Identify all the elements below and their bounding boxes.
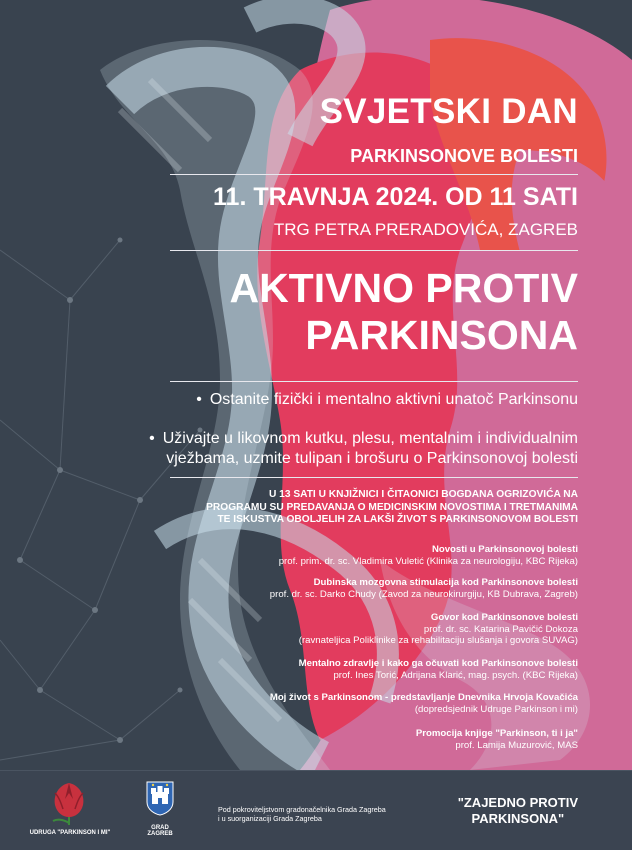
program-intro-line: U 13 SATI U KNJIŽNICI I ČITAONICI BOGDANA OGRIZOVIĆA NA	[268, 489, 578, 500]
talk-item	[416, 728, 578, 751]
motto-line: PARKINSONA"	[471, 811, 565, 826]
bullet-text: vježbama, uzmite tulipan i brošuru o Parkinsonovoj bolesti	[166, 450, 578, 467]
activity-bullet	[196, 390, 578, 410]
talk-item	[270, 577, 578, 600]
divider	[170, 174, 578, 175]
talk-item	[299, 612, 578, 647]
patronage-line: i u suorganizaciji Grada Zagreba	[218, 814, 322, 823]
city-label	[135, 825, 185, 837]
talk-title: Promocija knjige "Parkinson, ti i ja"	[415, 728, 578, 739]
talk-title: Dubinska mozgovna stimulacija kod Parkinsonove bolesti	[313, 577, 578, 588]
activity-bullet	[149, 429, 578, 469]
event-date-time: 11. TRAVNJA 2024. OD 11 SATI	[213, 183, 578, 211]
talk-speaker: (ravnateljica Poliklinike za rehabilitaciju slušanja i govora SUVAG)	[298, 635, 578, 646]
bullet-text: Uživajte u likovnom kutku, plesu, mentalnim i individualnim	[162, 430, 578, 447]
talk-speaker: prof. Lamija Muzurović, MAS	[455, 739, 578, 751]
divider	[170, 381, 578, 382]
program-intro	[206, 489, 578, 527]
tulip-icon	[45, 775, 93, 827]
event-subtitle: PARKINSONOVE BOLESTI	[350, 146, 578, 166]
talk-speaker: prof. dr. sc. Darko Chudy (Zavod za neurokirurgiju, KB Dubrava, Zagreb)	[269, 588, 578, 600]
talk-speaker: prof. dr. sc. Katarina Pavičić Dokoza	[423, 623, 578, 635]
city-label-line: ZAGREB	[147, 831, 173, 837]
talk-title: Govor kod Parkinsonove bolesti	[430, 612, 578, 623]
talk-item	[299, 658, 578, 681]
slogan-line: AKTIVNO PROTIV	[229, 265, 578, 311]
footer-divider	[0, 770, 632, 771]
talk-item	[270, 692, 578, 715]
talk-speaker: prof. Ines Torić, Adrijana Klarić, mag. psych. (KBC Rijeka)	[333, 669, 578, 681]
slogan-line: PARKINSONA	[305, 312, 578, 358]
patronage-note	[218, 805, 386, 823]
talk-title: Novosti u Parkinsonovoj bolesti	[431, 544, 578, 555]
bullet-text: Ostanite fizički i mentalno aktivni unatoč Parkinsonu	[209, 391, 578, 408]
talk-title: Mentalno zdravlje i kako ga očuvati kod Parkinsonove bolesti	[298, 658, 578, 669]
talk-speaker: (dopredsjednik Udruge Parkinson i mi)	[414, 703, 578, 715]
city-label-line: GRAD	[151, 825, 169, 831]
divider	[170, 250, 578, 251]
program-intro-line: PROGRAMU SU PREDAVANJA O MEDICINSKIM NOVOSTIMA I TRETMANIMA	[206, 501, 578, 513]
talk-speaker: prof. prim. dr. sc. Vladimira Vuletić (Klinika za neurologiju, KBC Rijeka)	[278, 555, 578, 567]
motto	[458, 795, 578, 827]
program-intro-line: TE ISKUSTVA OBOLJELIH ZA LAKŠI ŽIVOT S PARKINSONOVOM BOLESTI	[217, 514, 578, 525]
bullet-icon: •	[196, 391, 202, 408]
talk-item	[279, 544, 578, 567]
event-title: SVJETSKI DAN	[319, 92, 578, 131]
patronage-line: Pod pokroviteljstvom gradonačelnika Grada Zagreba	[218, 805, 386, 814]
motto-line: "ZAJEDNO PROTIV	[457, 795, 578, 810]
divider	[170, 477, 578, 478]
talk-title: Moj život s Parkinsonom - predstavljanje Dnevnika Hrvoja Kovačića	[269, 692, 578, 703]
bullet-icon: •	[149, 430, 155, 447]
event-location: TRG PETRA PRERADOVIĆA, ZAGREB	[273, 220, 578, 239]
association-label: UDRUGA "PARKINSON I MI"	[29, 830, 111, 836]
slogan	[229, 265, 578, 359]
zagreb-coat-of-arms-icon	[145, 780, 175, 816]
